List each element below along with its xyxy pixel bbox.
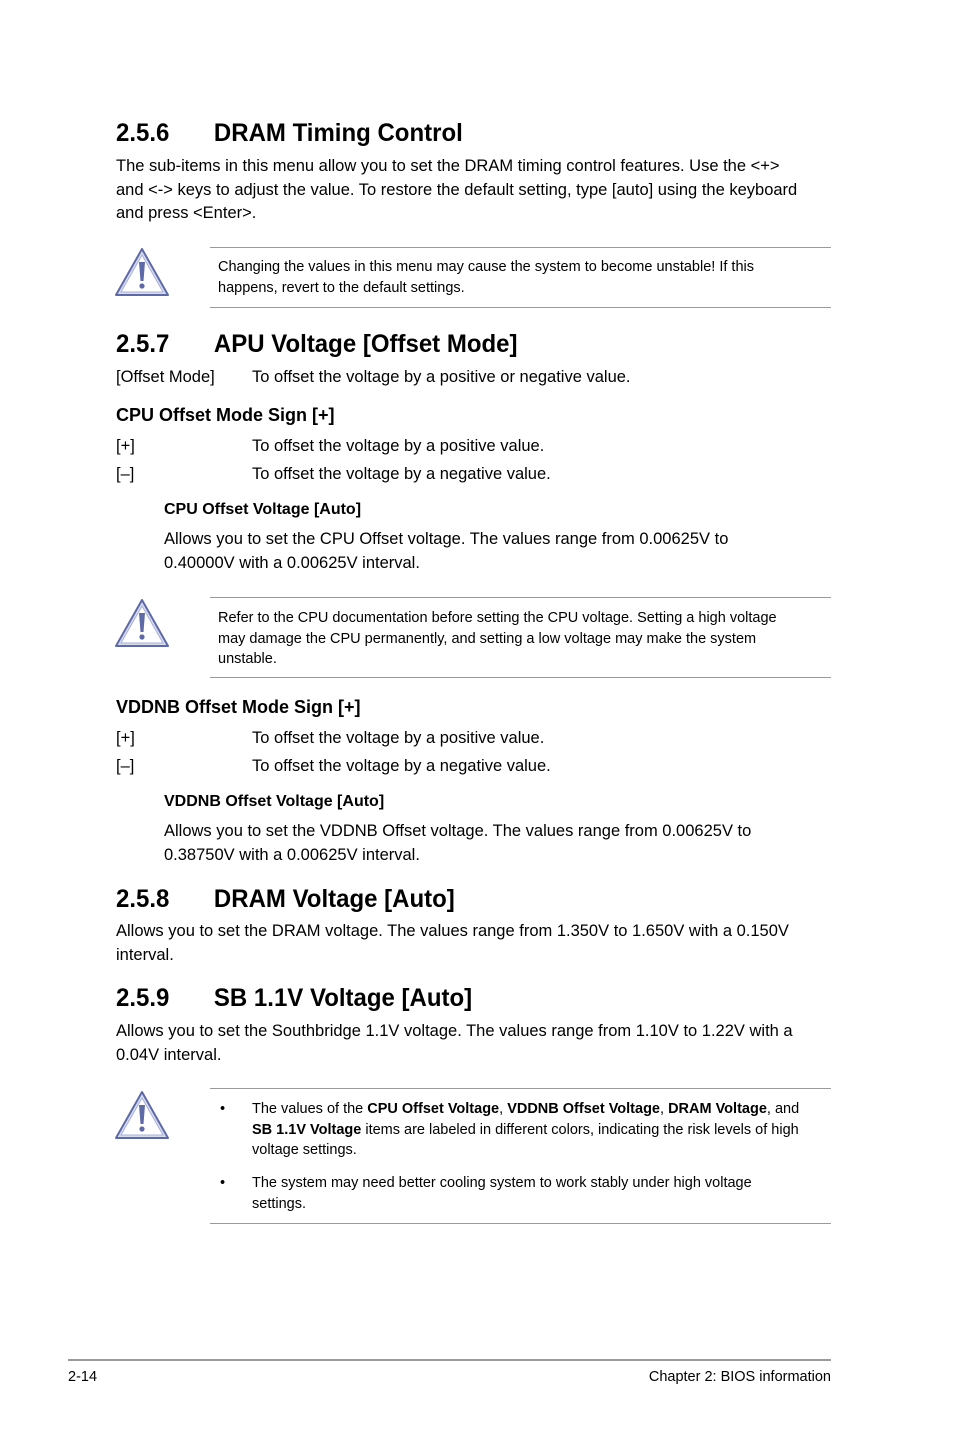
text-line: 0.38750V with a 0.00625V interval. [164, 845, 420, 864]
option-description: To offset the voltage by a positive value. [252, 729, 545, 747]
bullet-marker: • [220, 1175, 226, 1191]
section-heading-apu-voltage [116, 329, 517, 359]
bold-term-sb-voltage: SB 1.1V Voltage [252, 1121, 362, 1138]
text-line: 0.04V interval. [116, 1045, 222, 1064]
option-key: [–] [116, 757, 135, 775]
bullet-line: The system may need better cooling system to work stably under high voltage [252, 1175, 752, 1191]
text-line: The sub-items in this menu allow you to set the DRAM timing control features. Use the <+> [116, 157, 780, 175]
section-number: 2.5.6 [116, 119, 170, 147]
option-key: [+] [116, 729, 135, 747]
subheading-vddnb-offset-voltage: VDDNB Offset Voltage [Auto] [164, 793, 385, 810]
text-line: Allows you to set the Southbridge 1.1V voltage. The values range from 1.10V to 1.22V with a [116, 1022, 793, 1040]
note-rule-top [210, 1088, 831, 1089]
text-line: 0.40000V with a 0.00625V interval. [164, 553, 420, 572]
subheading-cpu-offset-voltage: CPU Offset Voltage [Auto] [164, 501, 362, 518]
paragraph-sb-voltage [116, 1020, 836, 1067]
warning-note [218, 257, 828, 298]
note-rule-bottom [210, 307, 831, 308]
text-run: , and [766, 1101, 800, 1117]
text-line: and <-> keys to adjust the value. To restore the default setting, type [auto] using the keyboard [116, 180, 798, 199]
subheading-vddnb-offset-sign: VDDNB Offset Mode Sign [+] [116, 697, 361, 717]
warning-triangle-icon [113, 1089, 171, 1141]
option-description: To offset the voltage by a negative value. [252, 465, 551, 483]
section-number: 2.5.9 [116, 984, 170, 1012]
bold-term-vddnb-offset: VDDNB Offset Voltage [507, 1101, 660, 1117]
subheading-cpu-offset-sign: CPU Offset Mode Sign [+] [116, 405, 335, 425]
option-description: To offset the voltage by a negative value. [252, 757, 551, 775]
paragraph-cpu-offset-voltage [164, 528, 884, 575]
text-line: interval. [116, 945, 174, 964]
text-line: Allows you to set the VDDNB Offset voltage. The values range from 0.00625V to [164, 822, 752, 840]
section-title: APU Voltage [Offset Mode] [213, 330, 518, 358]
note-rule-bottom [210, 1223, 831, 1224]
paragraph-vddnb-offset-voltage [164, 820, 884, 867]
section-heading-sb-voltage [116, 983, 472, 1013]
paragraph-dram-timing [116, 155, 836, 226]
note-line: Refer to the CPU documentation before setting the CPU voltage. Setting a high voltage [218, 610, 777, 626]
page-number: 2-14 [68, 1369, 98, 1385]
bullet-item-cooling [252, 1173, 752, 1214]
paragraph-dram-voltage [116, 920, 836, 967]
text-line: and press <Enter>. [116, 204, 257, 222]
section-title: DRAM Timing Control [213, 119, 463, 147]
bullet-line: voltage settings. [252, 1142, 357, 1158]
note-line: unstable. [218, 651, 277, 667]
section-title: DRAM Voltage [Auto] [213, 885, 455, 913]
option-key: [–] [116, 465, 135, 483]
section-number: 2.5.7 [116, 330, 170, 358]
bullet-line: settings. [252, 1195, 306, 1212]
bullet-line [252, 1120, 799, 1141]
bold-term-cpu-offset: CPU Offset Voltage [367, 1101, 500, 1117]
warning-triangle-icon [113, 246, 171, 298]
note-line: may damage the CPU permanently, and setting a low voltage may make the system [218, 630, 757, 647]
text-run: , [660, 1101, 669, 1117]
text-run: , [499, 1101, 508, 1117]
option-key: [+] [116, 437, 135, 455]
bullet-item-colors [252, 1099, 799, 1161]
footer-rule [68, 1359, 831, 1361]
text-line: Allows you to set the DRAM voltage. The values range from 1.350V to 1.650V with a 0.150V [116, 922, 789, 940]
option-key: [Offset Mode] [116, 368, 215, 386]
text-line: Allows you to set the CPU Offset voltage. The values range from 0.00625V to [164, 530, 729, 548]
option-description: To offset the voltage by a positive value. [252, 437, 545, 455]
note-line: happens, revert to the default settings. [218, 279, 465, 296]
chapter-title: Chapter 2: BIOS information [648, 1369, 831, 1385]
section-number: 2.5.8 [116, 885, 170, 913]
note-line: Changing the values in this menu may cause the system to become unstable! If this [218, 259, 754, 275]
warning-triangle-icon [113, 597, 171, 649]
note-rule-bottom [210, 677, 831, 678]
section-title: SB 1.1V Voltage [Auto] [213, 984, 473, 1012]
option-description: To offset the voltage by a positive or negative value. [252, 368, 631, 386]
warning-note [218, 608, 828, 670]
note-rule-top [210, 247, 831, 248]
section-heading-dram-voltage [116, 884, 455, 914]
section-heading-dram-timing [116, 118, 463, 148]
bullet-marker: • [220, 1101, 226, 1117]
bold-term-dram-voltage: DRAM Voltage [668, 1101, 767, 1117]
bullet-line [252, 1099, 799, 1120]
note-rule-top [210, 597, 831, 598]
text-run: items are labeled in different colors, indicating the risk levels of high [361, 1121, 799, 1138]
text-run: The values of the [252, 1101, 368, 1117]
